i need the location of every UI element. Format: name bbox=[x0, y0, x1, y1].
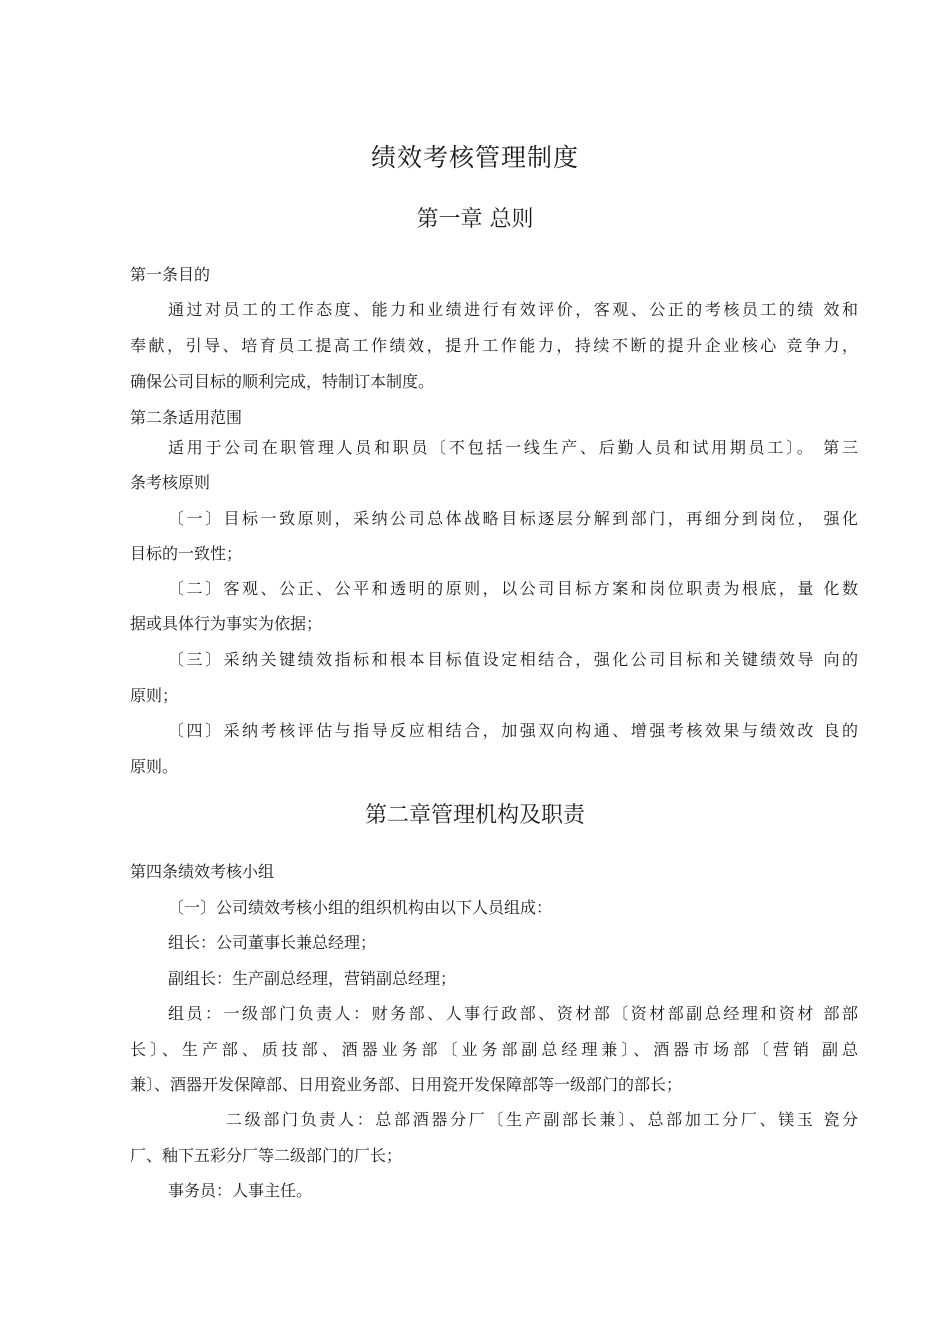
article-3-title: 条考核原则 bbox=[130, 473, 211, 492]
principle-3-line-1: 〔三〕采纳关键绩效指标和根本目标值设定相结合，强化公司目标和关键绩效导 向的 bbox=[168, 650, 858, 669]
group-leader: 组长：公司董事长兼总经理； bbox=[168, 933, 377, 952]
chapter-2-heading: 第二章管理机构及职责 bbox=[364, 803, 585, 828]
chapter-1-heading: 第一章 总则 bbox=[416, 207, 534, 232]
second-level-line-2: 厂、釉下五彩分厂等二级部门的厂长； bbox=[130, 1146, 403, 1165]
principle-2-line-1: 〔二〕客观、公正、公平和透明的原则，以公司目标方案和岗位职责为根底，量 化数 bbox=[168, 579, 858, 598]
principle-3-line-2: 原则； bbox=[130, 686, 179, 705]
article-1-line-1: 通过对员工的工作态度、能力和业绩进行有效评价，客观、公正的考核员工的绩 效和 bbox=[168, 300, 858, 319]
article-1-title: 第一条目的 bbox=[130, 265, 211, 284]
group-members-line-2: 长〕、生产部、质技部、酒器业务部〔业务部副总经理兼〕、酒器市场部〔营销 副总 bbox=[130, 1040, 858, 1059]
group-members-line-1: 组员：一级部门负责人：财务部、人事行政部、资材部〔资材部副总经理和资材 部部 bbox=[168, 1004, 858, 1023]
principle-2-line-2: 据或具体行为事实为依据； bbox=[130, 614, 323, 633]
principle-4-line-2: 原则。 bbox=[130, 757, 179, 776]
principle-4-line-1: 〔四〕采纳考核评估与指导反应相结合，加强双向构通、增强考核效果与绩效改 良的 bbox=[168, 721, 858, 740]
group-deputy: 副组长：生产副总经理，营销副总经理； bbox=[168, 969, 457, 988]
document-title: 绩效考核管理制度 bbox=[370, 143, 579, 172]
second-level-line-1: 二级部门负责人：总部酒器分厂〔生产副部长兼〕、总部加工分厂、镁玉 瓷分 bbox=[226, 1110, 858, 1129]
group-composition: 〔一〕公司绩效考核小组的组织机构由以下人员组成： bbox=[168, 898, 553, 917]
article-1-line-2: 奉献，引导、培育员工提高工作绩效，提升工作能力，持续不断的提升企业核心 竞争力， bbox=[130, 336, 858, 355]
principle-1-line-2: 目标的一致性； bbox=[130, 544, 243, 563]
principle-1-line-1: 〔一〕目标一致原则，采纳公司总体战略目标逐层分解到部门，再细分到岗位， 强化 bbox=[168, 509, 858, 528]
article-2-title: 第二条适用范围 bbox=[130, 408, 243, 427]
group-members-line-3: 兼〕、酒器开发保障部、日用瓷业务部、日用瓷开发保障部等一级部门的部长； bbox=[130, 1075, 683, 1094]
article-4-title: 第四条绩效考核小组 bbox=[130, 862, 275, 881]
group-clerk: 事务员：人事主任。 bbox=[168, 1181, 313, 1200]
article-2-line-1: 适用于公司在职管理人员和职员〔不包括一线生产、后勤人员和试用期员工〕。 第三 bbox=[168, 438, 858, 457]
article-1-line-3: 确保公司目标的顺利完成，特制订本制度。 bbox=[130, 372, 435, 391]
